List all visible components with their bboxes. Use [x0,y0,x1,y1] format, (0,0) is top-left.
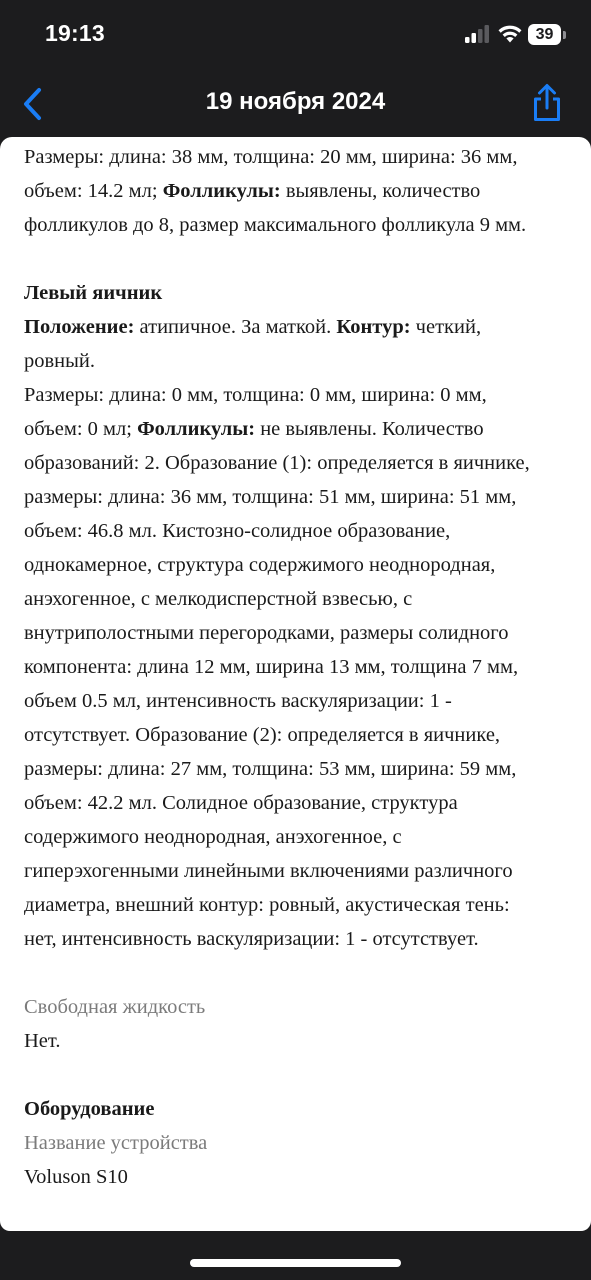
report-line: размеры: длина: 27 мм, толщина: 53 мм, ширина: 59 мм, [24,758,517,780]
report-line: диаметра, внешний контур: ровный, акустическая тень: [24,894,510,916]
left-ovary-contour-text-2: ровный. [24,350,96,372]
report-content [0,137,591,1194]
right-ovary-volume: объем: 14.2 мл; [24,180,163,202]
battery-percentage: 39 [535,26,554,43]
left-ovary-contour-label: Контур: [336,316,411,338]
report-line: объем: 42.2 мл. Солидное образование, структура [24,792,458,814]
report-line: размеры: длина: 36 мм, толщина: 51 мм, ширина: 51 мм, [24,486,517,508]
spacer [24,956,567,990]
page-title: 19 ноября 2024 [205,88,386,115]
right-ovary-follicles-detail: фолликулов до 8, размер максимального фолликула 9 мм. [24,214,527,236]
left-ovary-sizes: Размеры: длина: 0 мм, толщина: 0 мм, ширина: 0 мм, [24,384,487,406]
left-ovary-volume-line [24,412,567,446]
left-ovary-contour-text: четкий, [410,316,482,338]
free-fluid-label: Свободная жидкость [24,996,206,1018]
spacer [24,1058,567,1092]
status-bar [0,0,591,66]
wifi-icon [497,22,523,44]
report-line: гиперэхогенными линейными включениями различного [24,860,513,882]
share-button[interactable] [530,82,564,124]
right-ovary-follicles-label: Фолликулы: [162,180,281,202]
left-ovary-position-text: атипичное. За маткой. [134,316,337,338]
spacer [24,242,567,276]
device-name-value: Voluson S10 [24,1166,128,1188]
report-line: компонента: длина 12 мм, ширина 13 мм, толщина 7 мм, [24,656,519,678]
left-ovary-position-label: Положение: [24,316,135,338]
left-ovary-volume: объем: 0 мл; [24,418,138,440]
report-line: объем 0.5 мл, интенсивность васкуляризации: 1 - [24,690,452,712]
report-line: содержимого неоднородная, анэхогенное, с [24,826,402,848]
device-name-label: Название устройства [24,1132,208,1154]
battery-tip [563,31,566,39]
battery-icon [528,24,561,45]
report-line: нет, интенсивность васкуляризации: 1 - отсутствует. [24,928,479,950]
report-line: однокамерное, структура содержимого неоднородная, [24,554,496,576]
left-ovary-position-line [24,310,567,344]
right-ovary-volume-line [24,174,567,208]
home-indicator[interactable] [190,1259,401,1267]
status-time: 19:13 [45,20,105,46]
share-icon [530,82,564,124]
left-ovary-follicles-label: Фолликулы: [137,418,256,440]
report-line: образований: 2. Образование (1): определяется в яичнике, [24,452,530,474]
report-line: анэхогенное, с мелкодисперстной взвесью, с [24,588,413,610]
right-ovary-sizes: Размеры: длина: 38 мм, толщина: 20 мм, ширина: 36 мм, [24,146,518,168]
report-line: объем: 46.8 мл. Кистозно-солидное образование, [24,520,451,542]
equipment-title: Оборудование [24,1098,155,1120]
cellular-signal-icon [465,24,491,44]
left-ovary-follicles-text: не выявлены. Количество [255,418,484,440]
free-fluid-value: Нет. [24,1030,61,1052]
report-line: внутриполостными перегородками, размеры солидного [24,622,509,644]
left-ovary-title: Левый яичник [24,282,163,304]
navigation-bar [0,66,591,136]
report-card [0,137,591,1231]
report-line: отсутствует. Образование (2): определяется в яичнике, [24,724,501,746]
right-ovary-follicles-text: выявлены, количество [280,180,481,202]
